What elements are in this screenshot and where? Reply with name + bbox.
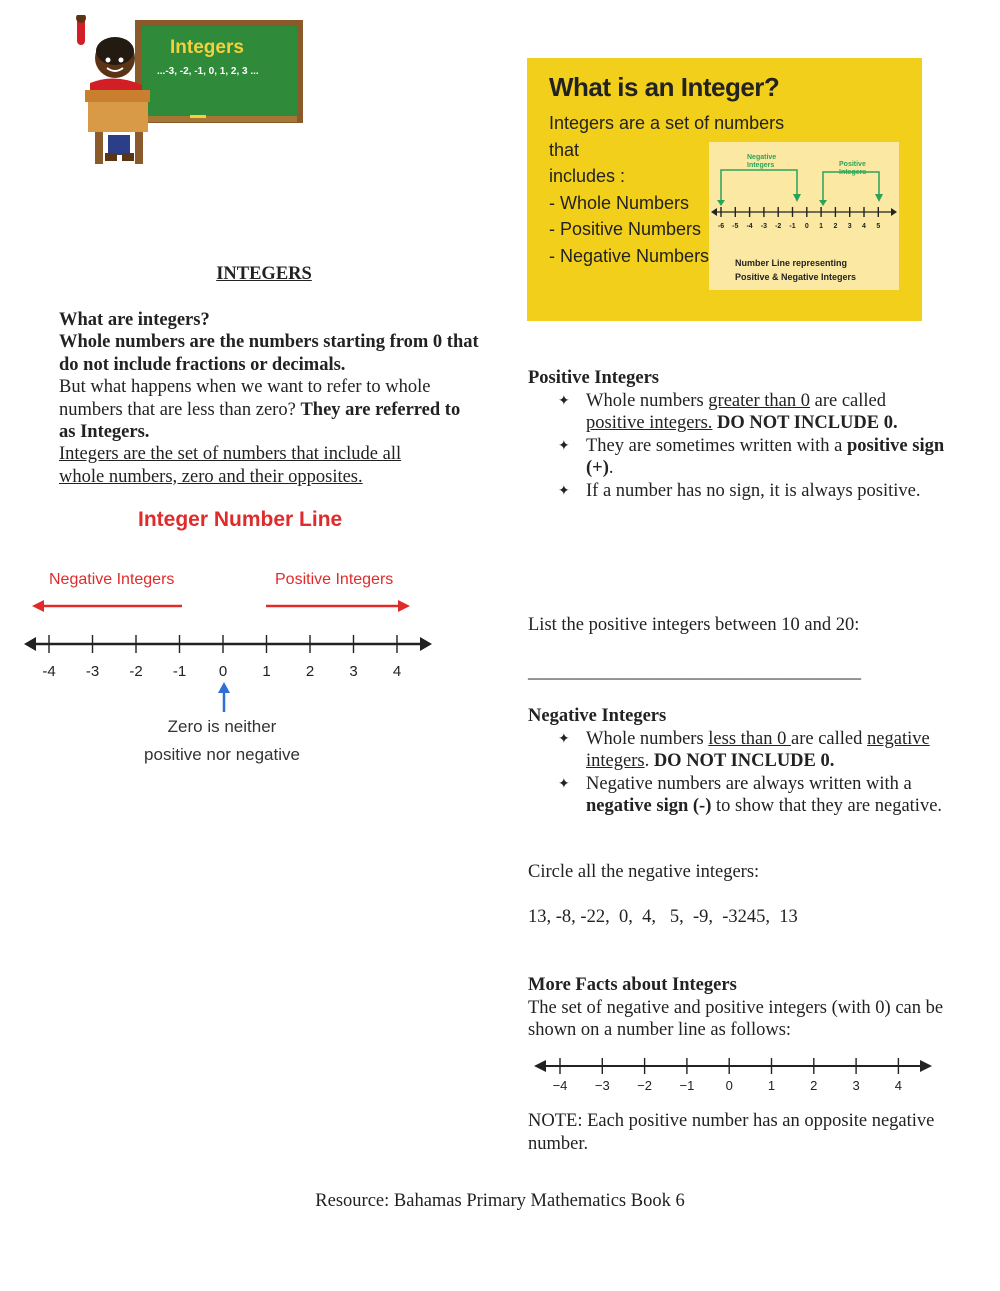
- more-facts-heading: More Facts about Integers: [528, 975, 737, 995]
- positive-integers-term: positive integers.: [586, 413, 713, 433]
- tick-label: -2: [775, 223, 782, 230]
- star-bullet-icon: ✦: [558, 437, 570, 454]
- tick-label: -2: [129, 663, 143, 680]
- list-positive-prompt: List the positive integers between 10 and 20:: [528, 615, 860, 635]
- facts-number-line: [530, 1052, 940, 1098]
- tick-label: 0: [725, 1078, 733, 1093]
- yellow-pos-label: Positive: [839, 161, 866, 168]
- tick-label: 0: [218, 663, 228, 680]
- tick-label: 5: [876, 223, 881, 230]
- tick-label: 2: [833, 223, 838, 230]
- yellow-intro-line: includes :: [549, 166, 626, 186]
- tick-label: 3: [847, 223, 852, 230]
- tick-label: 2: [810, 1078, 818, 1093]
- star-bullet-icon: ✦: [558, 392, 570, 409]
- list-item: [528, 773, 948, 818]
- text-run: to show that they are negative.: [711, 796, 943, 816]
- yellow-caption: Positive & Negative Integers: [735, 272, 857, 282]
- integers-definition: Integers are the set of numbers that include all whole numbers, zero and their opposites.: [59, 444, 402, 487]
- tick-label: 0: [804, 223, 809, 230]
- greater-than-zero: greater than 0: [708, 390, 810, 411]
- tick-label: −3: [594, 1078, 610, 1093]
- star-bullet-icon: ✦: [558, 482, 570, 499]
- yellow-number-line: [709, 142, 899, 290]
- integers-chalkboard-illustration: [60, 15, 310, 175]
- yellow-intro-line: Integers are a set of numbers that: [549, 113, 785, 160]
- tick-label: 1: [819, 223, 824, 230]
- zero-pointer-arrow: [218, 682, 230, 693]
- list-item: [528, 728, 948, 773]
- yellow-item: - Whole Numbers: [549, 192, 690, 213]
- yellow-neg-label: Negative: [747, 154, 777, 161]
- more-facts-section: [528, 974, 948, 1042]
- negative-integers-section: [528, 705, 948, 818]
- positive-integers-heading: Positive Integers: [528, 368, 660, 388]
- tick-label: 4: [894, 1078, 903, 1093]
- text-run: If a number has no sign, it is always positive.: [586, 480, 921, 501]
- question-heading: What are integers?: [59, 310, 210, 330]
- yellow-number-line-panel: [709, 142, 899, 290]
- integer-number-line-figure: [18, 500, 448, 775]
- chalkboard-title: Integers: [170, 37, 244, 58]
- circle-negative-prompt: Circle all the negative integers:: [528, 862, 760, 882]
- tick-label: −2: [637, 1078, 653, 1093]
- text-run: Negative numbers are always written with a: [586, 773, 912, 794]
- opposite-note: NOTE: Each positive number has an opposite negative number.: [528, 1111, 935, 1154]
- do-not-include-zero: DO NOT INCLUDE 0.: [649, 751, 835, 771]
- star-bullet-icon: ✦: [558, 730, 570, 747]
- tick-label: −1: [679, 1078, 695, 1093]
- referred-as-integers: They are referred to as Integers.: [59, 399, 461, 442]
- list-item: [528, 480, 948, 503]
- zero-note: positive nor negative: [144, 745, 300, 764]
- text-run: Whole numbers: [586, 390, 709, 411]
- tick-label: -4: [42, 663, 56, 680]
- less-than-zero-text: But what happens when we want to refer to whole numbers that are less than zero?: [59, 377, 431, 420]
- what-is-an-integer-box: [527, 58, 922, 321]
- tick-label: 3: [852, 1078, 860, 1093]
- tick-label: 4: [392, 663, 402, 680]
- positive-direction-arrow: [398, 600, 410, 612]
- positive-integers-label: Positive Integers: [275, 571, 394, 588]
- tick-label: 2: [305, 663, 315, 680]
- yellow-item: - Positive Numbers: [549, 219, 702, 239]
- negative-direction-arrow: [32, 600, 44, 612]
- text-run: Whole numbers: [586, 728, 709, 749]
- negative-integers-term: negative integers: [586, 728, 930, 771]
- tick-label: -1: [172, 663, 187, 680]
- text-run: .: [644, 751, 650, 771]
- negative-integers-label: Negative Integers: [49, 571, 175, 588]
- resource-footer: Resource: Bahamas Primary Mathematics Book 6: [315, 1191, 685, 1211]
- integers-definition-paragraph: [59, 443, 434, 488]
- zero-note: Zero is neither: [167, 717, 277, 736]
- text-run: They are sometimes written with a: [586, 435, 847, 456]
- tick-label: -3: [760, 223, 768, 230]
- whole-numbers-definition: Whole numbers are the numbers starting from 0 that do not include fractions or decimals.: [59, 332, 479, 375]
- chalkboard-sequence: ...-3, -2, -1, 0, 1, 2, 3 ...: [157, 66, 259, 77]
- page-heading: INTEGERS: [216, 264, 312, 284]
- tick-label: -4: [746, 223, 753, 230]
- negative-integers-heading: Negative Integers: [528, 706, 667, 726]
- integer-number-line-title: Integer Number Line: [138, 508, 343, 531]
- tick-label: -3: [85, 663, 100, 680]
- less-than-zero-paragraph: [59, 376, 479, 444]
- yellow-neg-label: Integers: [747, 162, 775, 169]
- yellow-item: - Negative Numbers: [549, 245, 710, 266]
- tick-label: −4: [552, 1078, 568, 1093]
- tick-label: -6: [717, 223, 725, 230]
- tick-label: 3: [349, 663, 358, 680]
- yellow-caption: Number Line representing: [735, 258, 848, 268]
- less-than-zero: less than 0: [708, 728, 792, 749]
- tick-label: 1: [767, 1078, 776, 1093]
- more-facts-text: The set of negative and positive integers (with 0) can be shown on a number line as follows:: [528, 997, 944, 1040]
- answer-line[interactable]: ____________________________________: [528, 662, 861, 682]
- yellow-box-title: What is an Integer?: [549, 72, 780, 102]
- tick-label: -5: [732, 223, 739, 230]
- text-run: are called: [791, 728, 868, 749]
- tick-label: 1: [262, 663, 271, 680]
- yellow-pos-label: Integers: [839, 169, 867, 176]
- list-item: [528, 390, 948, 435]
- tick-label: 4: [862, 223, 866, 230]
- tick-label: -1: [789, 223, 796, 230]
- positive-integers-section: [528, 367, 948, 502]
- circle-numbers-list[interactable]: 13, -8, -22, 0, 4, 5, -9, -3245, 13: [528, 907, 798, 927]
- negative-sign: negative sign (-): [586, 796, 712, 816]
- text-run: are called: [809, 390, 886, 411]
- do-not-include-zero: DO NOT INCLUDE 0.: [712, 413, 898, 433]
- star-bullet-icon: ✦: [558, 775, 570, 792]
- positive-sign: positive sign (+): [586, 435, 945, 478]
- text-run: .: [608, 458, 614, 478]
- list-item: [528, 435, 948, 480]
